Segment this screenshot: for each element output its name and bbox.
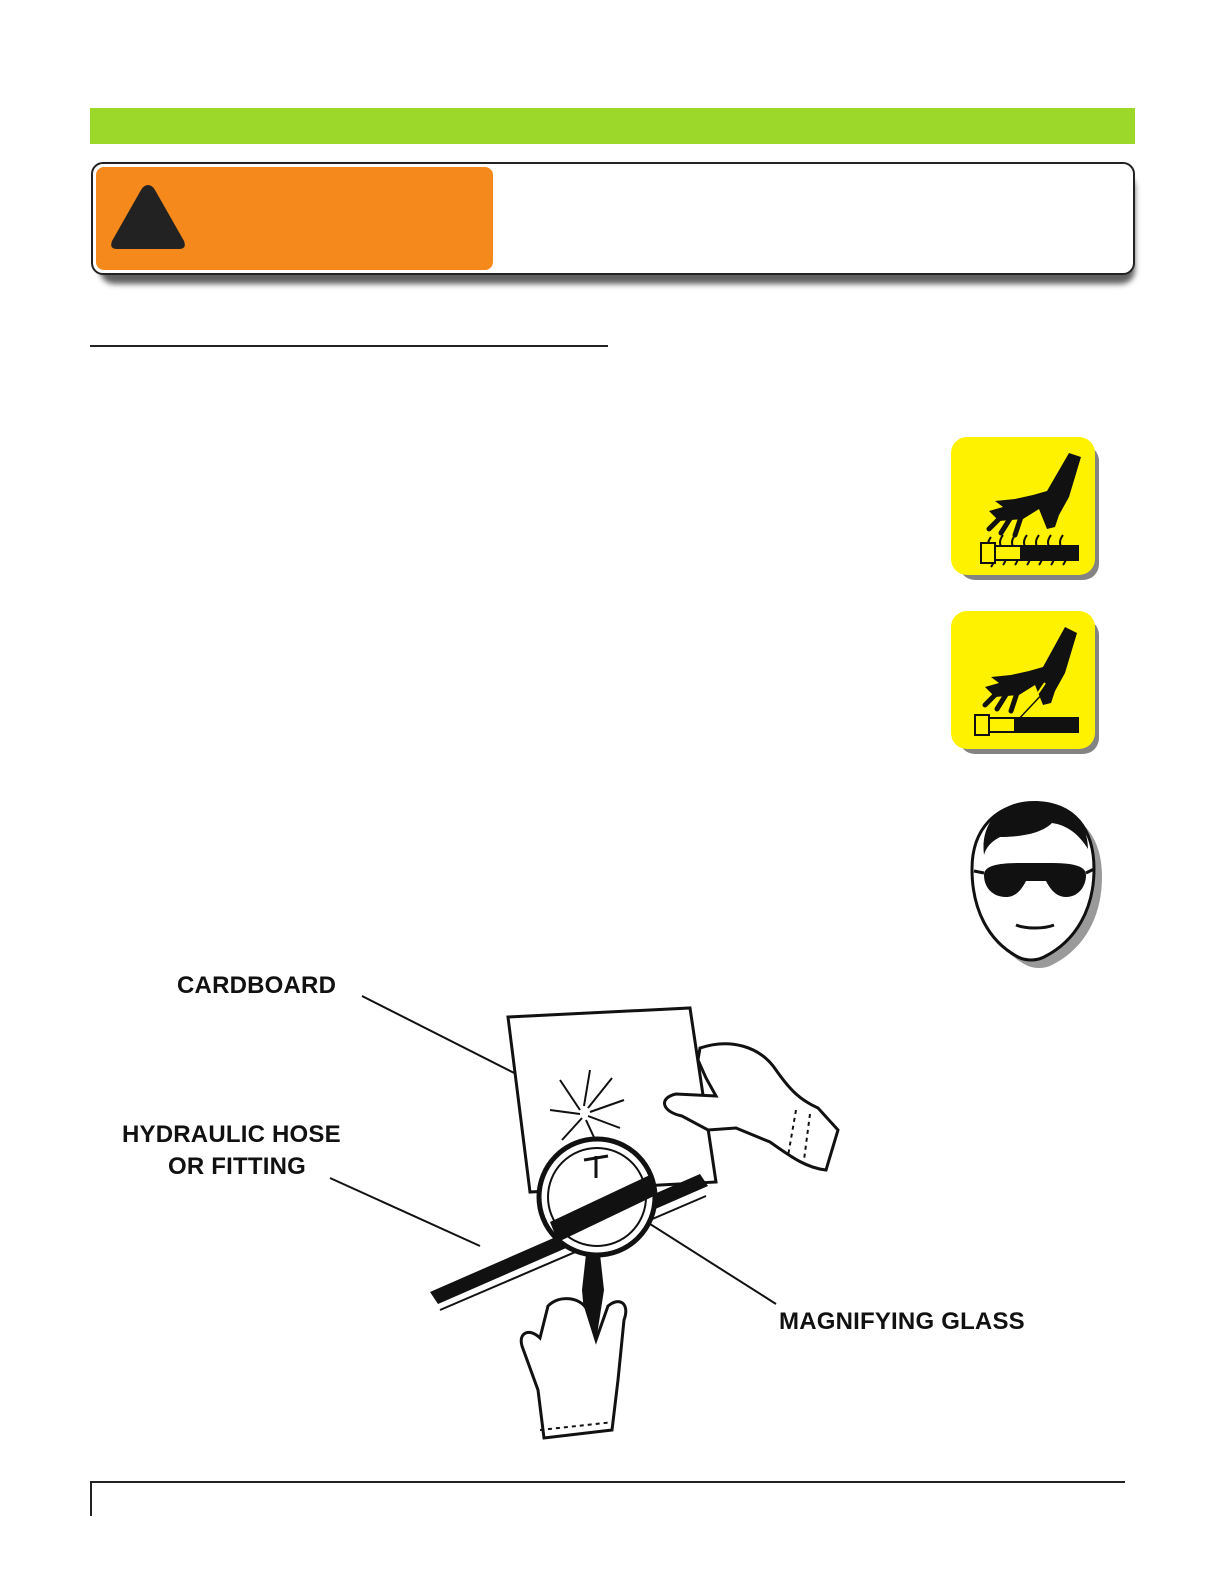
magnifying-glass-label: MAGNIFYING GLASS: [779, 1308, 1025, 1335]
hydraulic-hose-label-line2: OR FITTING: [168, 1153, 306, 1180]
cardboard-label: CARDBOARD: [177, 972, 337, 999]
hydraulic-hose-label-line1: HYDRAULIC HOSE: [122, 1121, 341, 1148]
eye-protection-icon: [970, 793, 1105, 971]
hot-surface-burn-icon: [951, 437, 1099, 580]
footer-rule: [90, 1481, 1125, 1483]
warning-triangle-icon: [108, 179, 188, 253]
subheading-rule: [90, 345, 608, 347]
section-header-bar: [90, 108, 1135, 144]
footer-rule-tick: [90, 1481, 92, 1516]
hydraulic-leak-check-illustration: [0, 960, 1225, 1480]
warning-banner: [91, 162, 1135, 275]
warning-signal-panel: [96, 167, 493, 270]
fluid-injection-icon: [951, 611, 1099, 754]
